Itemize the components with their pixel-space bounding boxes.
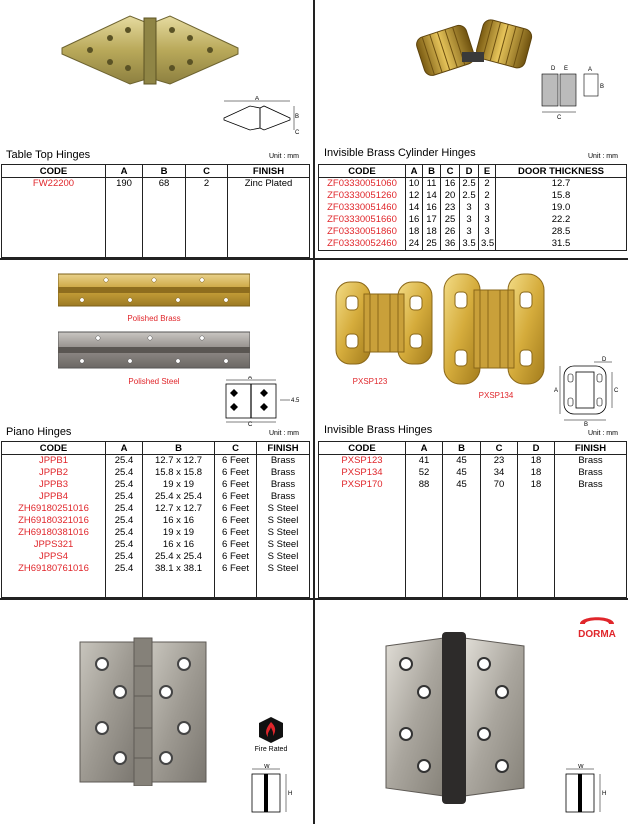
dim-label-h: H: [602, 791, 607, 797]
piano-spec-table: [1, 441, 310, 598]
table-top-dimension-diagram: [220, 96, 300, 143]
cell-a: 25.4: [106, 479, 143, 491]
cell-c: 23: [481, 455, 518, 468]
cell-finish: S Steel: [257, 551, 310, 563]
row-divider-1: [0, 258, 628, 260]
cell-door-thickness: 19.0: [496, 202, 627, 214]
table-row: [319, 467, 627, 479]
cell-b: 16 x 16: [143, 515, 215, 527]
dim-label-d: D: [602, 357, 607, 363]
dim-label-b: B: [584, 422, 589, 426]
cell-b: 18: [423, 226, 441, 238]
caption-polished-steel: Polished Steel: [128, 377, 180, 386]
header-a: A: [406, 442, 443, 455]
header-b: B: [423, 165, 441, 178]
cylinder-spec-table: [318, 164, 627, 251]
table-row: [319, 190, 627, 202]
cell-b: 45: [443, 455, 481, 468]
cell-c: 6 Feet: [215, 467, 257, 479]
table-row: [319, 214, 627, 226]
cylinder-dimension-diagram: [538, 62, 608, 125]
cell-e: 2: [479, 178, 496, 191]
table-row: [2, 455, 310, 468]
dim-label-a: A: [255, 96, 260, 102]
cell-finish: Brass: [257, 467, 310, 479]
header-d: D: [460, 165, 479, 178]
cell-b: 19 x 19: [143, 479, 215, 491]
cell-d: 2.5: [460, 190, 479, 202]
invisible-hinge-pxsp123-photo: [334, 274, 434, 370]
cell-code: ZF03330051060: [319, 178, 406, 191]
cell-a: 14: [406, 202, 423, 214]
cell-b: 15.8 x 15.8: [143, 467, 215, 479]
cell-finish: Brass: [555, 455, 627, 468]
piano-title: Piano Hinges: [6, 426, 72, 438]
header-c: C: [441, 165, 460, 178]
cell-a: 25.4: [106, 527, 143, 539]
cell-code: ZF03330052460: [319, 238, 406, 251]
dim-label-b: B: [600, 84, 605, 90]
cell-c: 26: [441, 226, 460, 238]
dim-label-a: A: [248, 376, 253, 381]
cell-finish: Brass: [555, 479, 627, 491]
cell-a: 25.4: [106, 551, 143, 563]
cell-b: 45: [443, 467, 481, 479]
dim-label-a: A: [588, 67, 593, 73]
cell-c: 25: [441, 214, 460, 226]
piano-hinge-steel-photo: [58, 330, 250, 370]
cell-code: FW22200: [2, 178, 106, 191]
butt-dorma-dimension-diagram: [560, 764, 610, 819]
piano-unit: Unit : mm: [269, 430, 299, 437]
cell-c: 23: [441, 202, 460, 214]
cell-code: JPPS321: [2, 539, 106, 551]
cell-finish: Brass: [257, 455, 310, 468]
cell-finish: Brass: [555, 467, 627, 479]
cell-e: 2: [479, 190, 496, 202]
table-row: [319, 178, 627, 191]
fire-rated-label: Fire Rated: [254, 746, 288, 753]
piano-dimension-diagram: [218, 376, 308, 431]
cell-a: 41: [406, 455, 443, 468]
cell-code: ZF03330051860: [319, 226, 406, 238]
table-row: [319, 455, 627, 468]
cell-c: 70: [481, 479, 518, 491]
header-c: C: [481, 442, 518, 455]
cell-c: 6 Feet: [215, 563, 257, 575]
cell-finish: Brass: [257, 491, 310, 503]
cell-a: 25.4: [106, 491, 143, 503]
cell-code: PXSP134: [319, 467, 406, 479]
caption-pxsp134: PXSP134: [478, 391, 514, 400]
cell-code: ZH69180381016: [2, 527, 106, 539]
cell-a: 25.4: [106, 563, 143, 575]
cell-e: 3.5: [479, 238, 496, 251]
header-b: B: [143, 442, 215, 455]
cell-b: 12.7 x 12.7: [143, 455, 215, 468]
cell-a: 25.4: [106, 515, 143, 527]
cell-d: 18: [518, 467, 555, 479]
dim-label-a: A: [554, 388, 559, 394]
cell-a: 25.4: [106, 467, 143, 479]
header-c: C: [215, 442, 257, 455]
dorma-logo: [572, 612, 622, 645]
dim-label-c: C: [295, 130, 300, 136]
cell-b: 25.4 x 25.4: [143, 551, 215, 563]
table-row: [2, 503, 310, 515]
cell-b: 11: [423, 178, 441, 191]
cell-b: 12.7 x 12.7: [143, 503, 215, 515]
cell-d: 3: [460, 214, 479, 226]
table-top-hinge-photo: [60, 10, 240, 88]
dim-label-c: C: [614, 388, 619, 394]
cell-b: 16: [423, 202, 441, 214]
cell-finish: S Steel: [257, 527, 310, 539]
header-finish: FINISH: [555, 442, 627, 455]
cell-code: ZF03330051660: [319, 214, 406, 226]
invisible-title: Invisible Brass Hinges: [324, 424, 433, 436]
cylinder-unit: Unit : mm: [588, 153, 618, 160]
piano-hinge-brass-photo: [58, 272, 250, 308]
table-row: [2, 491, 310, 503]
cell-a: 25.4: [106, 503, 143, 515]
butt-hinge-steel-photo: [76, 636, 210, 786]
cell-c: 16: [441, 178, 460, 191]
cell-e: 3: [479, 214, 496, 226]
dim-label-w: W: [578, 764, 584, 770]
cell-code: JPPB4: [2, 491, 106, 503]
cell-door-thickness: 28.5: [496, 226, 627, 238]
cell-a: 88: [406, 479, 443, 491]
cell-c: 6 Feet: [215, 551, 257, 563]
cell-b: 19 x 19: [143, 527, 215, 539]
cell-a: 24: [406, 238, 423, 251]
cylinder-title: Invisible Brass Cylinder Hinges: [324, 147, 476, 159]
dim-label-e: E: [564, 66, 569, 72]
header-b: B: [443, 442, 481, 455]
table-row: [2, 563, 310, 575]
cell-d: 3.5: [460, 238, 479, 251]
cell-e: 3: [479, 226, 496, 238]
invisible-dimension-diagram: [554, 356, 622, 431]
cell-c: 36: [441, 238, 460, 251]
cell-c: 20: [441, 190, 460, 202]
cell-c: 6 Feet: [215, 491, 257, 503]
butt-fire-dimension-diagram: [246, 764, 296, 819]
dim-label-c: C: [248, 422, 253, 426]
cell-a: 12: [406, 190, 423, 202]
header-d: D: [518, 442, 555, 455]
table-top-unit: Unit : mm: [269, 153, 299, 160]
cell-finish: Zinc Plated: [228, 178, 310, 191]
header-b: B: [143, 165, 186, 178]
cell-code: ZF03330051260: [319, 190, 406, 202]
header-e: E: [479, 165, 496, 178]
cell-c: 6 Feet: [215, 479, 257, 491]
table-row: [2, 178, 310, 191]
dim-label-c: C: [557, 115, 562, 120]
table-top-spec-table: [1, 164, 310, 258]
cell-d: 2.5: [460, 178, 479, 191]
cell-door-thickness: 15.8: [496, 190, 627, 202]
cell-code: JPPB2: [2, 467, 106, 479]
cell-d: 18: [518, 479, 555, 491]
dim-label-d: D: [551, 66, 556, 72]
invisible-spec-table: [318, 441, 627, 598]
header-a: A: [106, 442, 143, 455]
fire-rated-icon: [258, 716, 284, 749]
dim-label-thickness: 4.5: [291, 398, 300, 404]
cell-c: 2: [186, 178, 228, 191]
cell-a: 25.4: [106, 455, 143, 468]
cell-e: 3: [479, 202, 496, 214]
cell-b: 17: [423, 214, 441, 226]
cylinder-hinge-photo: [412, 12, 537, 82]
dim-label-h: H: [288, 791, 293, 797]
header-c: C: [186, 165, 228, 178]
cell-code: PXSP123: [319, 455, 406, 468]
header-finish: FINISH: [257, 442, 310, 455]
cell-code: JPPS4: [2, 551, 106, 563]
table-row: [319, 238, 627, 251]
cell-b: 25: [423, 238, 441, 251]
cell-c: 34: [481, 467, 518, 479]
cell-code: JPPB3: [2, 479, 106, 491]
cell-b: 25.4 x 25.4: [143, 491, 215, 503]
caption-polished-brass: Polished Brass: [127, 314, 181, 323]
table-top-title: Table Top Hinges: [6, 149, 91, 161]
cell-finish: S Steel: [257, 515, 310, 527]
table-row: [319, 226, 627, 238]
cell-a: 16: [406, 214, 423, 226]
header-code: CODE: [2, 442, 106, 455]
cell-d: 18: [518, 455, 555, 468]
dim-label-b: B: [295, 114, 300, 120]
header-code: CODE: [319, 165, 406, 178]
cell-door-thickness: 22.2: [496, 214, 627, 226]
cell-a: 52: [406, 467, 443, 479]
table-row: [2, 527, 310, 539]
cell-finish: S Steel: [257, 539, 310, 551]
cell-d: 3: [460, 226, 479, 238]
cell-code: ZH69180321016: [2, 515, 106, 527]
cell-code: JPPB1: [2, 455, 106, 468]
header-code: CODE: [319, 442, 406, 455]
cell-b: 45: [443, 479, 481, 491]
table-row: [2, 467, 310, 479]
cell-finish: Brass: [257, 479, 310, 491]
table-row: [319, 479, 627, 491]
cell-code: ZF03330051460: [319, 202, 406, 214]
table-row: [2, 479, 310, 491]
cell-a: 18: [406, 226, 423, 238]
header-finish: FINISH: [228, 165, 310, 178]
cell-b: 16 x 16: [143, 539, 215, 551]
cell-a: 190: [106, 178, 143, 191]
invisible-hinge-pxsp134-photo: [442, 270, 546, 388]
table-row: [2, 515, 310, 527]
cell-b: 68: [143, 178, 186, 191]
row-divider-2: [0, 598, 628, 600]
header-door-thickness: DOOR THICKNESS: [496, 165, 627, 178]
vertical-divider: [313, 0, 315, 824]
caption-pxsp123: PXSP123: [352, 377, 388, 386]
cell-b: 14: [423, 190, 441, 202]
cell-finish: S Steel: [257, 503, 310, 515]
cell-a: 25.4: [106, 539, 143, 551]
header-a: A: [406, 165, 423, 178]
cell-door-thickness: 12.7: [496, 178, 627, 191]
cell-c: 6 Feet: [215, 527, 257, 539]
cell-b: 38.1 x 38.1: [143, 563, 215, 575]
cell-code: PXSP170: [319, 479, 406, 491]
cell-c: 6 Feet: [215, 503, 257, 515]
dim-label-w: W: [264, 764, 270, 770]
table-row: [319, 202, 627, 214]
dorma-logo-text: DORMA: [578, 629, 616, 640]
header-a: A: [106, 165, 143, 178]
cell-finish: S Steel: [257, 563, 310, 575]
cell-c: 6 Feet: [215, 515, 257, 527]
cell-c: 6 Feet: [215, 455, 257, 468]
invisible-unit: Unit : mm: [588, 430, 618, 437]
table-row: [2, 539, 310, 551]
cell-code: ZH69180251016: [2, 503, 106, 515]
cell-a: 10: [406, 178, 423, 191]
cell-d: 3: [460, 202, 479, 214]
butt-hinge-dorma-photo: [380, 626, 530, 808]
cell-door-thickness: 31.5: [496, 238, 627, 251]
header-code: CODE: [2, 165, 106, 178]
cell-code: ZH69180761016: [2, 563, 106, 575]
cell-c: 6 Feet: [215, 539, 257, 551]
table-row: [2, 551, 310, 563]
